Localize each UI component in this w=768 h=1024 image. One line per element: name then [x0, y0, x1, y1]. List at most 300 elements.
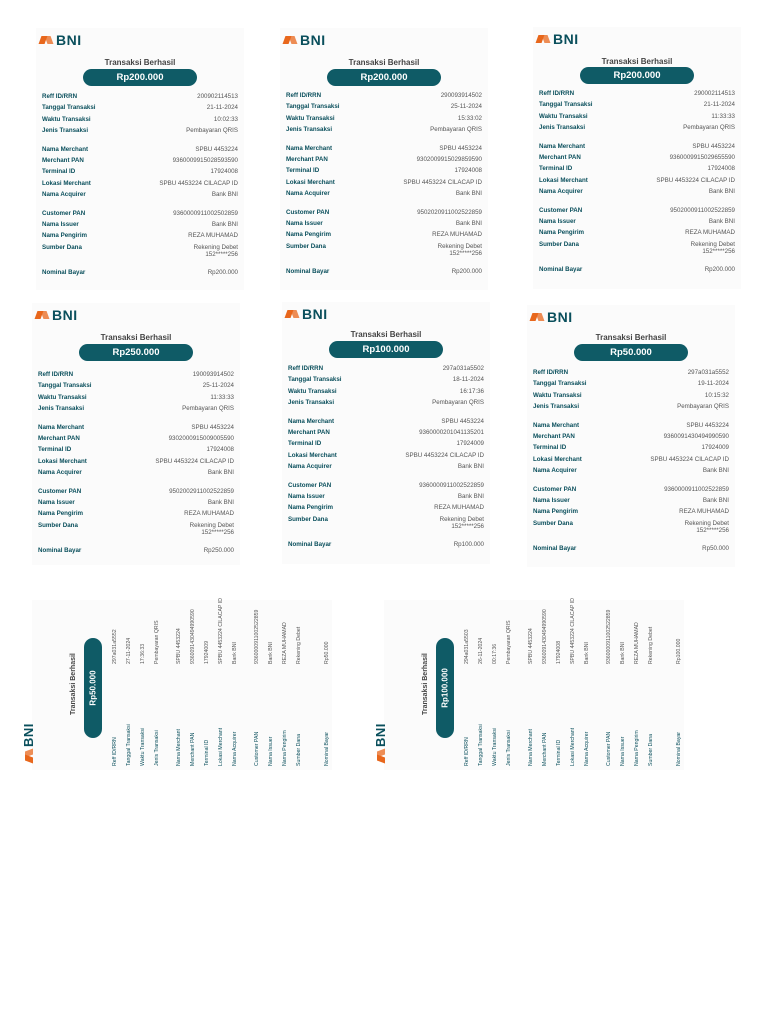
detail-row-terminal	[556, 604, 567, 764]
detail-row-waktu	[140, 604, 151, 764]
detail-label: Tanggal Transaksi	[42, 104, 96, 112]
detail-value: SPBU 4453224	[528, 628, 534, 664]
detail-value: 17924009	[701, 444, 729, 452]
detail-value: 17924008	[556, 640, 562, 664]
detail-value: 26-11-2024	[478, 637, 484, 664]
detail-value: Rp50.000	[702, 544, 729, 552]
detail-label: Nama Acquirer	[539, 188, 583, 196]
detail-value: Rp100.000	[676, 638, 682, 664]
detail-value: 21-11-2024	[206, 104, 238, 112]
detail-label: Nominal Bayar	[286, 267, 330, 275]
detail-row-merchant-pan	[542, 604, 553, 764]
sumber-dana-account: 152*****256	[451, 522, 484, 530]
detail-value: REZA MUHAMAD	[685, 229, 735, 237]
sumber-dana-account: 152*****256	[702, 247, 735, 255]
detail-label: Nominal Bayar	[539, 265, 583, 273]
detail-row-jenis	[288, 399, 484, 410]
detail-value: Rp200.000	[704, 265, 735, 273]
detail-row-sumber	[296, 604, 307, 764]
detail-label: Reff ID/RRN	[464, 737, 470, 766]
detail-label: Waktu Transaksi	[38, 393, 87, 401]
detail-label: Merchant PAN	[288, 428, 330, 436]
detail-row-issuer	[620, 604, 631, 764]
detail-label: Nama Merchant	[528, 729, 534, 766]
detail-value: 21-11-2024	[703, 101, 735, 109]
detail-row-customer-pan	[606, 604, 617, 764]
detail-row-tanggal	[42, 104, 238, 115]
detail-row-tanggal	[288, 376, 484, 387]
detail-label: Nama Issuer	[268, 736, 274, 766]
detail-row-merchant	[42, 146, 238, 157]
detail-row-reff	[288, 365, 484, 376]
detail-value: 17924008	[707, 165, 735, 173]
detail-row-waktu	[492, 604, 503, 764]
detail-row-pengirim	[634, 604, 645, 764]
receipt-details	[286, 92, 482, 279]
receipt-card	[533, 27, 741, 289]
detail-label: Terminal ID	[556, 739, 562, 766]
detail-value: Bank BNI	[211, 220, 238, 228]
detail-value: REZA MUHAMAD	[634, 622, 640, 664]
detail-label: Waktu Transaksi	[492, 727, 498, 766]
detail-label: Lokasi Merchant	[570, 727, 576, 766]
sumber-dana-type: Rekening Debet	[437, 242, 482, 250]
detail-value: 27-11-2024	[126, 637, 132, 664]
detail-row-issuer	[286, 220, 482, 231]
detail-value: Bank BNI	[702, 496, 729, 504]
detail-row-issuer	[38, 499, 234, 510]
detail-label: Nama Merchant	[38, 423, 85, 431]
detail-label: Nama Acquirer	[286, 190, 330, 198]
detail-label: Tanggal Transaksi	[288, 376, 342, 384]
sumber-dana-type: Rekening Debet	[690, 240, 735, 248]
detail-value: Bank BNI	[457, 492, 484, 500]
detail-row-acquirer	[38, 469, 234, 480]
detail-value: Bank BNI	[232, 642, 238, 664]
detail-label: Nama Issuer	[539, 217, 576, 225]
detail-value: 9302000915009005590	[168, 434, 234, 442]
detail-label: Customer PAN	[38, 487, 82, 495]
detail-label: Reff ID/RRN	[533, 369, 569, 376]
detail-value: 9360000911002522859	[419, 481, 484, 489]
detail-label: Merchant PAN	[286, 155, 328, 163]
receipt-title: Transaksi Berhasil	[100, 333, 172, 342]
detail-row-jenis	[533, 403, 729, 414]
detail-label: Tanggal Transaksi	[539, 101, 593, 109]
detail-label: Waktu Transaksi	[539, 112, 588, 120]
detail-row-pengirim	[38, 510, 234, 521]
detail-value: SPBU 4453224	[441, 417, 484, 425]
receipt-title: Transaksi Berhasil	[422, 653, 429, 715]
detail-value: REZA MUHAMAD	[434, 504, 484, 512]
detail-label: Customer PAN	[533, 485, 577, 493]
detail-row-sumber	[286, 243, 482, 262]
bni-logo	[40, 32, 82, 48]
detail-row-nominal	[539, 266, 735, 277]
detail-value: 17924008	[210, 168, 238, 176]
detail-value: Pembayaran QRIS	[506, 620, 512, 664]
detail-row-acquirer	[539, 188, 735, 199]
detail-value: SPBU 4453224 CILACAP ID	[218, 598, 224, 664]
detail-value: Pembayaran QRIS	[186, 127, 238, 135]
bni-logo	[373, 723, 388, 762]
amount-pill	[436, 638, 454, 738]
detail-value: 9360091430494990590	[663, 432, 729, 440]
detail-value: 9360091430494990590	[542, 609, 548, 664]
detail-label: Nama Acquirer	[533, 467, 577, 475]
detail-value: 9502000911002522859	[670, 206, 735, 214]
detail-row-jenis	[286, 126, 482, 137]
detail-label: Jenis Transaksi	[533, 403, 580, 411]
detail-value: Rp250.000	[203, 546, 234, 554]
detail-row-lokasi	[570, 598, 581, 766]
detail-label: Nama Acquirer	[38, 469, 82, 477]
detail-label: Lokasi Merchant	[539, 176, 588, 184]
detail-value: 18-11-2024	[452, 376, 484, 384]
detail-value: REZA MUHAMAD	[188, 232, 238, 240]
detail-value: REZA MUHAMAD	[184, 510, 234, 518]
detail-label: Nama Issuer	[38, 498, 75, 506]
detail-value: Bank BNI	[457, 463, 484, 471]
detail-label: Reff ID/RRN	[38, 371, 74, 378]
detail-label: Nominal Bayar	[42, 268, 86, 276]
detail-row-pengirim	[42, 232, 238, 243]
detail-row-reff	[464, 604, 475, 764]
detail-row-merchant	[528, 604, 539, 764]
detail-row-lokasi	[286, 179, 482, 190]
detail-label: Nama Acquirer	[232, 731, 238, 766]
detail-row-issuer	[268, 604, 279, 764]
detail-row-merchant-pan	[533, 433, 729, 444]
detail-value	[194, 244, 238, 258]
sumber-dana-account: 152*****256	[696, 526, 729, 534]
detail-value: 17:36:33	[140, 643, 146, 664]
detail-value	[685, 520, 729, 534]
bni-logo-text: BNI	[373, 723, 388, 747]
detail-row-issuer	[533, 497, 729, 508]
detail-label: Merchant PAN	[190, 732, 196, 766]
detail-row-pengirim	[288, 504, 484, 515]
detail-label: Nama Pengirim	[42, 232, 88, 240]
detail-row-customer-pan	[539, 207, 735, 218]
detail-label: Nama Issuer	[620, 736, 626, 766]
receipt-title: Transaksi Berhasil	[350, 330, 422, 339]
detail-row-waktu	[539, 113, 735, 124]
detail-label: Tanggal Transaksi	[126, 724, 132, 766]
detail-label: Sumber Dana	[533, 519, 573, 527]
detail-value: 190093914502	[192, 371, 234, 378]
receipt-details	[42, 93, 238, 280]
detail-row-customer-pan	[288, 482, 484, 493]
detail-row-merchant-pan	[42, 157, 238, 168]
detail-value: 297a031a5552	[687, 369, 729, 376]
detail-label: Nama Acquirer	[288, 463, 332, 471]
detail-value: 17924009	[456, 440, 484, 448]
detail-row-pengirim	[539, 229, 735, 240]
detail-label: Jenis Transaksi	[154, 730, 160, 766]
detail-value	[691, 241, 735, 255]
detail-label: Nominal Bayar	[324, 731, 330, 766]
detail-row-acquirer	[232, 604, 243, 764]
detail-row-waktu	[286, 115, 482, 126]
detail-row-customer-pan	[42, 210, 238, 221]
detail-value: 9360009915029655590	[669, 153, 735, 161]
detail-row-jenis	[154, 604, 165, 764]
detail-label: Nama Merchant	[176, 729, 182, 766]
detail-label: Nama Issuer	[286, 219, 323, 227]
detail-value: Rp100.000	[453, 540, 484, 548]
receipt-title: Transaksi Berhasil	[595, 333, 667, 342]
detail-value: Bank BNI	[211, 191, 238, 199]
detail-value: Pembayaran QRIS	[154, 620, 160, 664]
detail-value: 17924009	[204, 640, 210, 664]
detail-label: Nama Merchant	[539, 142, 586, 150]
bni-logo-icon	[284, 35, 297, 45]
detail-row-jenis	[42, 127, 238, 138]
detail-row-merchant-pan	[288, 429, 484, 440]
detail-row-lokasi	[288, 452, 484, 463]
detail-label: Nama Merchant	[533, 421, 580, 429]
detail-label: Nama Acquirer	[42, 191, 86, 199]
detail-value: Bank BNI	[702, 467, 729, 475]
detail-value: Rp200.000	[207, 268, 238, 276]
receipt-card	[280, 28, 488, 290]
detail-row-sumber	[288, 516, 484, 535]
detail-row-pengirim	[282, 604, 293, 764]
receipt-card	[32, 303, 240, 565]
detail-value: Bank BNI	[584, 642, 590, 664]
detail-value: 25-11-2024	[450, 103, 482, 111]
detail-label: Tanggal Transaksi	[286, 103, 340, 111]
detail-value: 290093914502	[440, 92, 482, 99]
bni-logo	[21, 723, 36, 762]
detail-label: Jenis Transaksi	[286, 126, 333, 134]
detail-row-customer-pan	[254, 604, 265, 764]
detail-label: Reff ID/RRN	[112, 737, 118, 766]
detail-value: 17924008	[454, 167, 482, 175]
amount-pill: Rp200.000	[327, 69, 441, 86]
detail-value: Bank BNI	[455, 190, 482, 198]
detail-value: 00:17:36	[492, 643, 498, 664]
detail-value: 200902114513	[197, 93, 238, 100]
detail-label: Jenis Transaksi	[38, 405, 85, 413]
detail-value: SPBU 4453224	[686, 421, 729, 429]
detail-value: 16:17:36	[459, 387, 484, 395]
detail-label: Jenis Transaksi	[539, 124, 586, 132]
sumber-dana-type: Rekening Debet	[193, 243, 238, 251]
detail-label: Terminal ID	[204, 739, 210, 766]
detail-row-issuer	[539, 218, 735, 229]
detail-value: SPBU 4453224 CILACAP ID	[405, 451, 484, 459]
detail-row-waktu	[288, 388, 484, 399]
amount-text: Rp50.000	[88, 670, 98, 706]
detail-row-nominal	[676, 604, 687, 764]
detail-value: SPBU 4453224 CILACAP ID	[570, 598, 576, 664]
detail-value: Rekening Debet	[648, 626, 654, 664]
detail-value: 9502020911002522859	[417, 208, 482, 216]
detail-label: Reff ID/RRN	[288, 365, 324, 372]
detail-value: Pembayaran QRIS	[182, 405, 234, 413]
detail-label: Nama Merchant	[42, 145, 89, 153]
detail-value: Bank BNI	[207, 498, 234, 506]
detail-row-tanggal	[38, 382, 234, 393]
detail-label: Lokasi Merchant	[286, 178, 335, 186]
detail-row-nominal	[286, 268, 482, 279]
detail-label: Nama Pengirim	[38, 510, 84, 518]
detail-row-sumber	[38, 522, 234, 541]
detail-label: Customer PAN	[254, 731, 260, 766]
detail-row-tanggal	[539, 101, 735, 112]
detail-value: 294a031a5503	[464, 629, 470, 664]
bni-logo-icon	[531, 312, 544, 322]
detail-label: Nama Issuer	[533, 496, 570, 504]
detail-label: Customer PAN	[288, 481, 332, 489]
detail-label: Jenis Transaksi	[42, 127, 89, 135]
detail-label: Nama Issuer	[42, 220, 79, 228]
receipt-card	[527, 305, 735, 567]
detail-label: Nama Merchant	[286, 144, 333, 152]
detail-label: Nama Pengirim	[286, 231, 332, 239]
detail-row-nominal	[324, 604, 335, 764]
bni-logo-text: BNI	[547, 309, 573, 325]
detail-label: Customer PAN	[539, 206, 583, 214]
detail-value: 10:02:33	[213, 115, 238, 123]
detail-value: SPBU 4453224	[191, 423, 234, 431]
detail-label: Terminal ID	[539, 165, 573, 173]
detail-row-reff	[286, 92, 482, 103]
detail-row-nominal	[533, 545, 729, 556]
receipt-title: Transaksi Berhasil	[601, 57, 673, 66]
detail-row-acquirer	[533, 467, 729, 478]
detail-label: Sumber Dana	[539, 240, 579, 248]
detail-label: Customer PAN	[606, 731, 612, 766]
detail-label: Waktu Transaksi	[42, 115, 91, 123]
bni-logo-icon	[40, 35, 53, 45]
detail-label: Sumber Dana	[286, 242, 326, 250]
bni-logo	[36, 307, 78, 323]
amount-pill	[84, 638, 102, 738]
detail-row-sumber	[42, 244, 238, 263]
detail-value: 297a031a5502	[442, 365, 484, 372]
bni-logo	[286, 306, 328, 322]
detail-label: Sumber Dana	[648, 733, 654, 766]
detail-row-issuer	[288, 493, 484, 504]
amount-pill: Rp50.000	[574, 344, 688, 361]
detail-value: 15:33:02	[457, 114, 482, 122]
detail-label: Merchant PAN	[542, 732, 548, 766]
receipt-details	[539, 90, 735, 277]
bni-logo-icon	[537, 34, 550, 44]
detail-label: Customer PAN	[286, 208, 330, 216]
detail-row-merchant	[38, 424, 234, 435]
detail-row-merchant	[533, 422, 729, 433]
detail-value: SPBU 4453224	[439, 144, 482, 152]
detail-value: 9302009915029859590	[416, 155, 482, 163]
bni-logo	[284, 32, 326, 48]
detail-value: SPBU 4453224 CILACAP ID	[656, 176, 735, 184]
detail-label: Nominal Bayar	[533, 544, 577, 552]
detail-label: Terminal ID	[42, 168, 76, 176]
bni-logo-text: BNI	[56, 32, 82, 48]
detail-value: 9502002911002522859	[169, 487, 234, 495]
detail-row-customer-pan	[38, 488, 234, 499]
detail-value: 9360000911002522859	[254, 609, 260, 664]
detail-row-acquirer	[286, 190, 482, 201]
detail-label: Jenis Transaksi	[506, 730, 512, 766]
detail-row-tanggal	[286, 103, 482, 114]
detail-row-lokasi	[533, 456, 729, 467]
detail-label: Merchant PAN	[42, 156, 84, 164]
amount-pill: Rp200.000	[580, 67, 694, 84]
detail-row-terminal	[38, 446, 234, 457]
detail-row-reff	[42, 93, 238, 104]
detail-row-lokasi	[218, 598, 229, 766]
detail-value: 9360000911002522859	[606, 609, 612, 664]
detail-value	[440, 516, 484, 530]
detail-label: Nama Acquirer	[584, 731, 590, 766]
detail-row-acquirer	[584, 604, 595, 764]
detail-value: Bank BNI	[620, 642, 626, 664]
detail-value: 9360091430494990590	[190, 609, 196, 664]
detail-row-tanggal	[478, 604, 489, 764]
detail-value: REZA MUHAMAD	[282, 622, 288, 664]
detail-value: Pembayaran QRIS	[683, 124, 735, 132]
detail-label: Nama Pengirim	[288, 504, 334, 512]
detail-label: Tanggal Transaksi	[478, 724, 484, 766]
detail-label: Sumber Dana	[296, 733, 302, 766]
detail-row-terminal	[533, 444, 729, 455]
detail-row-jenis	[506, 604, 517, 764]
detail-row-merchant-pan	[286, 156, 482, 167]
detail-label: Sumber Dana	[42, 243, 82, 251]
detail-row-customer-pan	[533, 486, 729, 497]
detail-label: Nominal Bayar	[288, 540, 332, 548]
detail-row-reff	[112, 604, 123, 764]
detail-row-nominal	[42, 269, 238, 280]
rotated-receipt-card	[21, 598, 332, 770]
detail-value: Rekening Debet	[296, 626, 302, 664]
detail-row-reff	[533, 369, 729, 380]
detail-label: Reff ID/RRN	[539, 90, 575, 97]
detail-value: Bank BNI	[708, 188, 735, 196]
detail-row-pengirim	[533, 508, 729, 519]
detail-label: Nominal Bayar	[38, 546, 82, 554]
detail-row-waktu	[42, 116, 238, 127]
detail-value: SPBU 4453224 CILACAP ID	[155, 457, 234, 465]
detail-label: Lokasi Merchant	[38, 457, 87, 465]
detail-label: Nama Pengirim	[282, 730, 288, 766]
detail-value: 297a031a5552	[112, 629, 118, 664]
detail-label: Waktu Transaksi	[140, 727, 146, 766]
detail-label: Nama Merchant	[288, 417, 335, 425]
detail-row-tanggal	[533, 380, 729, 391]
detail-row-lokasi	[38, 458, 234, 469]
detail-label: Lokasi Merchant	[42, 179, 91, 187]
detail-value: SPBU 4453224	[195, 145, 238, 153]
detail-value: 11:33:33	[210, 393, 234, 401]
detail-value: Pembayaran QRIS	[430, 126, 482, 134]
amount-pill: Rp250.000	[79, 344, 193, 361]
bni-logo	[531, 309, 573, 325]
detail-row-nominal	[38, 547, 234, 558]
detail-label: Waktu Transaksi	[533, 391, 582, 399]
detail-value: Bank BNI	[708, 217, 735, 225]
detail-value: Bank BNI	[207, 469, 234, 477]
detail-row-merchant-pan	[38, 435, 234, 446]
detail-value: SPBU 4453224 CILACAP ID	[650, 455, 729, 463]
receipt-details	[288, 365, 484, 552]
detail-label: Terminal ID	[288, 440, 322, 448]
